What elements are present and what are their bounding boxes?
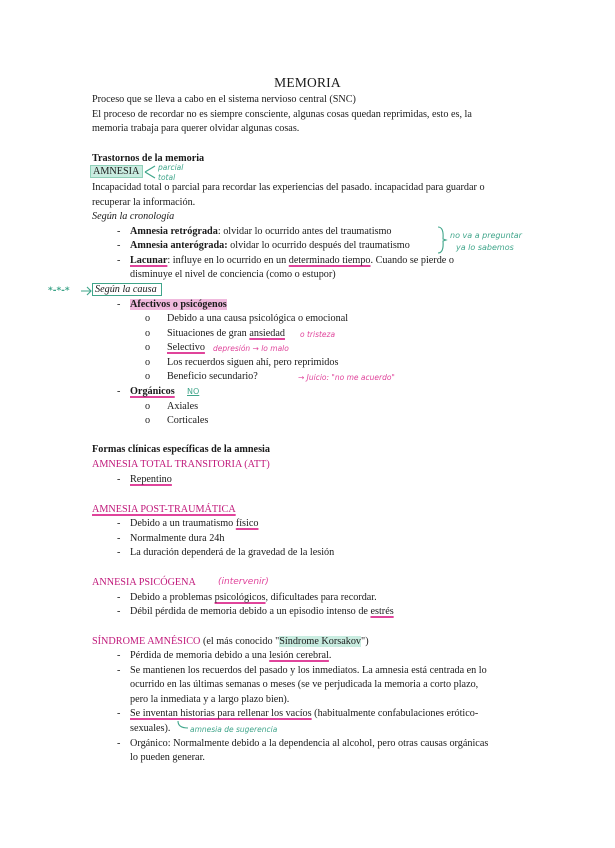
- post-item-1-text: Debido a un traumatismo: [130, 518, 236, 529]
- psico-item-2a: Débil pérdida de memoria debido a un episodio intenso de: [130, 606, 371, 617]
- psico-item-1a: Debido a problemas: [130, 592, 215, 603]
- hook-arrow-icon: [176, 720, 190, 732]
- sindrome-rest-2: "): [361, 636, 369, 647]
- post-title-text: AMNESIA POST-TRAUMÁTICA: [92, 504, 236, 515]
- amnesia-def-line-1: Incapacidad total o parcial para recordar las experiencias del pasado. incapacidad para guardar o: [92, 182, 485, 193]
- s3a: Se inventan historias para rellenar los vacíos: [130, 708, 312, 719]
- af-item-3: [167, 341, 205, 356]
- ansiedad-text: ansiedad: [249, 328, 285, 339]
- sindrome-title-text: SÍNDROME AMNÉSICO: [92, 636, 201, 647]
- note-intervenir: (intervenir): [218, 577, 269, 587]
- list-item-lacunar: [130, 254, 454, 269]
- sindrome-item-4-line-1: Orgánico: Normalmente debido a la dependencia al alcohol, pero otras causas orgánicas: [130, 738, 489, 749]
- af-item-3-text: Selectivo: [167, 342, 205, 353]
- af-item-5: Beneficio secundario?: [167, 371, 258, 382]
- dash-bullet: -: [117, 518, 121, 529]
- sindrome-item-2-line-1: Se mantienen los recuerdos del pasado y los inmediatos. La amnesia está centrada en lo: [130, 665, 487, 676]
- dash-bullet: -: [117, 226, 121, 237]
- list-item-retrograda: [130, 225, 392, 240]
- causa-heading-text: Según la causa: [92, 283, 162, 296]
- sindrome-korsakov: Síndrome Korsakov: [279, 636, 362, 647]
- note-juicio: → Juicio: "no me acuerdo": [298, 373, 395, 382]
- list-item-afectivos: [130, 298, 227, 313]
- att-item-1-text: Repentino: [130, 474, 172, 485]
- circle-bullet: o: [145, 415, 151, 426]
- post-title: [92, 503, 522, 518]
- psico-item-2b: estrés: [370, 606, 394, 617]
- page-title: MEMORIA: [274, 75, 341, 90]
- s1c: .: [328, 650, 332, 661]
- s1a: Pérdida de memoria debido a una: [130, 650, 270, 661]
- list-item-organicos: [130, 385, 175, 400]
- term-organicos: Orgánicos: [130, 386, 175, 397]
- circle-bullet: o: [145, 401, 151, 412]
- term-anterograda: Amnesia anterógrada:: [130, 240, 228, 251]
- org-item-2: Corticales: [167, 415, 209, 426]
- dash-bullet: -: [117, 299, 121, 310]
- sindrome-rest-1: (el más conocido ": [200, 636, 280, 647]
- lacunar-line-2: disminuye el nivel de conciencia (como o estupor): [130, 269, 336, 280]
- note-tristeza: o tristeza: [300, 330, 336, 339]
- s1b: lesión cerebral: [269, 650, 329, 661]
- circle-bullet: o: [145, 328, 151, 339]
- psico-item-1c: , dificultades para recordar.: [265, 592, 377, 603]
- dash-bullet: -: [117, 255, 121, 266]
- sindrome-item-2-line-3: pero la inmediata y a largo plazo bien).: [130, 694, 290, 705]
- att-title: AMNESIA TOTAL TRANSITORIA (ATT): [92, 459, 270, 470]
- amnesia-label-text: AMNESIA: [90, 165, 143, 178]
- dash-bullet: -: [117, 708, 121, 719]
- fisico-text: físico: [235, 518, 259, 529]
- note-no: NO: [187, 387, 200, 396]
- post-item-2: Normalmente dura 24h: [130, 533, 225, 544]
- intro-line-1: Proceso que se lleva a cabo en el sistema nervioso central (SNC): [92, 94, 356, 105]
- term-lacunar: Lacunar: [130, 255, 168, 266]
- af-item-4: Los recuerdos siguen ahí, pero reprimidos: [167, 357, 339, 368]
- list-item-anterograda: [130, 239, 410, 254]
- text-lacunar-2: determinado tiempo: [288, 255, 371, 266]
- sindrome-item-1: [130, 649, 331, 664]
- sindrome-item-4-line-2: lo pueden generar.: [130, 752, 205, 763]
- dash-bullet: -: [117, 474, 121, 485]
- sindrome-item-2-line-2: ocurrido en las últimas semanas o meses (se ve perjudicada la memoria a corto plazo,: [130, 679, 479, 690]
- text-retrograda: : olvidar lo ocurrido antes del traumatismo: [217, 226, 392, 237]
- dash-bullet: -: [117, 606, 121, 617]
- term-afectivos: Afectivos o psicógenos: [130, 299, 227, 310]
- text-lacunar-3: . Cuando se pierde o: [370, 255, 454, 266]
- sindrome-title: [92, 635, 522, 650]
- af-item-2-text: Situaciones de gran: [167, 328, 250, 339]
- stars-annotation: *-*-*: [48, 286, 70, 296]
- circle-bullet: o: [145, 313, 151, 324]
- intro-line-3: memoria trabaja para querer olvidar algunas cosas.: [92, 123, 300, 134]
- psico-item-2: [130, 605, 394, 620]
- af-item-2: [167, 327, 285, 342]
- amnesia-label: [90, 165, 143, 180]
- s3b: (habitualmente confabulaciones erótico-: [311, 708, 479, 719]
- af-item-1: Debido a una causa psicológica o emocional: [167, 313, 349, 324]
- note-sugerencia: amnesia de sugerencia: [190, 725, 278, 734]
- term-retrograda: Amnesia retrógrada: [130, 226, 218, 237]
- post-item-1: [130, 517, 258, 532]
- dash-bullet: -: [117, 592, 121, 603]
- text-lacunar-1: : influye en lo ocurrido en un: [167, 255, 289, 266]
- psico-title: ANNESIA PSICÓGENA: [92, 577, 196, 588]
- dash-bullet: -: [117, 386, 121, 397]
- cronologia-heading: Según la cronología: [92, 211, 175, 222]
- psico-item-1b: psicológicos: [214, 592, 266, 603]
- dash-bullet: -: [117, 533, 121, 544]
- dash-bullet: -: [117, 240, 121, 251]
- note-parcial: parcial: [158, 163, 184, 172]
- note-total: total: [158, 173, 176, 182]
- post-item-3: La duración dependerá de la gravedad de la lesión: [130, 547, 335, 558]
- note-depresion: depresión → lo malo: [213, 344, 289, 353]
- section-heading-formas: Formas clínicas específicas de la amnesia: [92, 444, 270, 455]
- dash-bullet: -: [117, 650, 121, 661]
- side-note-1: no va a preguntar: [450, 231, 522, 240]
- amnesia-def-line-2: recuperar la información.: [92, 197, 196, 208]
- dash-bullet: -: [117, 738, 121, 749]
- org-item-1: Axiales: [167, 401, 199, 412]
- circle-bullet: o: [145, 357, 151, 368]
- circle-bullet: o: [145, 371, 151, 382]
- sindrome-item-3-line-2: sexuales).: [130, 723, 171, 734]
- circle-bullet: o: [145, 342, 151, 353]
- side-note-2: ya lo sabemos: [456, 243, 514, 252]
- dash-bullet: -: [117, 665, 121, 676]
- section-heading-trastornos: Trastornos de la memoria: [92, 153, 205, 164]
- text-anterograda: olvidar lo ocurrido después del traumatismo: [227, 240, 410, 251]
- att-item-1: [130, 473, 172, 488]
- psico-item-1: [130, 591, 377, 606]
- intro-line-2: El proceso de recordar no es siempre consciente, algunas cosas quedan reprimidas, esto es, la: [92, 109, 472, 120]
- causa-heading: [92, 283, 162, 298]
- brace-icon: [436, 225, 448, 255]
- dash-bullet: -: [117, 547, 121, 558]
